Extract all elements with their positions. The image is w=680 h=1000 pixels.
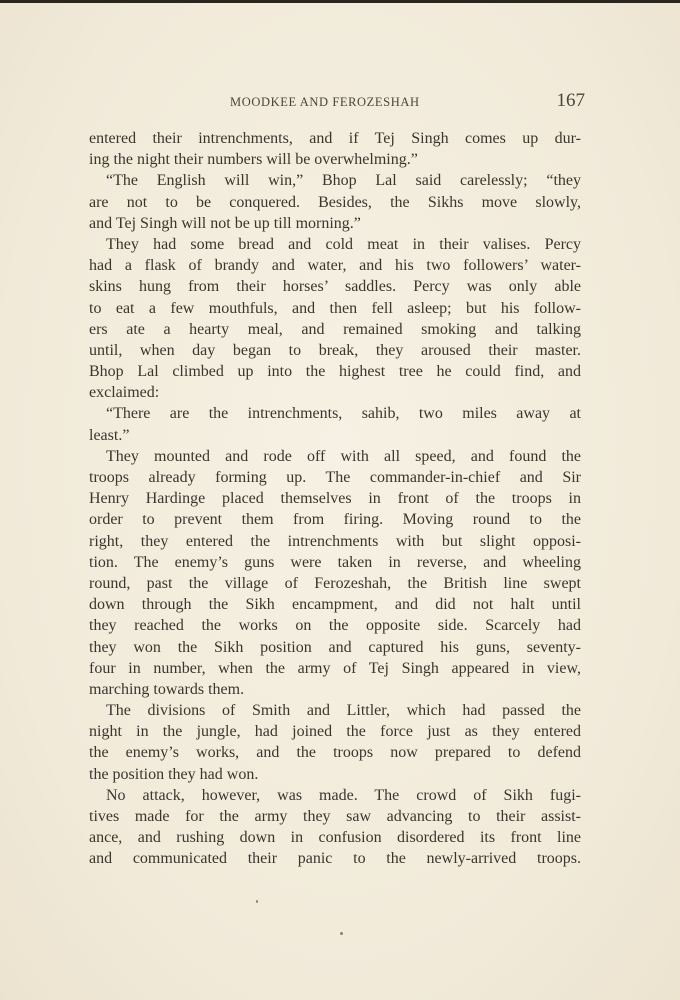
text-line: down through the Sikh encampment, and did not halt until	[89, 596, 581, 614]
text-line: They had some bread and cold meat in their valises. Percy	[106, 235, 581, 253]
text-line: They mounted and rode off with all speed, and found the	[106, 447, 581, 465]
page-number: 167	[556, 90, 585, 111]
text-line: to eat a few mouthfuls, and then fell asleep; but his follow-	[89, 299, 581, 317]
text-line: ing the night their numbers will be overwhelming.”	[89, 151, 418, 169]
text-line: tion. The enemy’s guns were taken in reverse, and wheeling	[89, 553, 581, 571]
text-line: entered their intrenchments, and if Tej Singh comes up dur-	[89, 130, 581, 147]
text-line: skins hung from their horses’ saddles. Percy was only able	[89, 278, 581, 296]
text-line: until, when day began to break, they aroused their master.	[89, 341, 581, 359]
text-line: and Tej Singh will not be up till morning.”	[89, 214, 361, 232]
text-line: round, past the village of Ferozeshah, the British line swept	[89, 574, 581, 592]
text-line: they reached the works on the opposite side. Scarcely had	[89, 617, 581, 635]
text-line: troops already forming up. The commander-in-chief and Sir	[89, 469, 581, 486]
paper-speck	[340, 932, 343, 935]
text-line: and communicated their panic to the newly-arrived troops.	[89, 850, 581, 868]
text-line: four in number, when the army of Tej Singh appeared in view,	[89, 659, 581, 677]
text-line: ers ate a hearty meal, and remained smoking and talking	[89, 320, 581, 338]
paper-speck	[256, 900, 258, 903]
text-line: The divisions of Smith and Littler, which had passed the	[106, 702, 581, 720]
text-line: exclaimed:	[89, 384, 160, 402]
text-line: the enemy’s works, and the troops now prepared to defend	[89, 744, 581, 762]
text-line: marching towards them.	[89, 680, 245, 698]
text-line: No attack, however, was made. The crowd of Sikh fugi-	[106, 786, 581, 804]
text-line: ance, and rushing down in confusion disordered its front line	[89, 829, 581, 847]
text-line: the position they had won.	[89, 765, 259, 783]
text-line: least.”	[89, 426, 130, 444]
scan-edge-rule	[0, 0, 680, 3]
text-line: are not to be conquered. Besides, the Sikhs move slowly,	[89, 193, 581, 211]
text-line: Henry Hardinge placed themselves in front of the troops in	[89, 490, 581, 508]
text-line: right, they entered the intrenchments with but slight opposi-	[89, 532, 581, 550]
running-title: MOODKEE AND FEROZESHAH	[230, 95, 420, 109]
text-line: night in the jungle, had joined the force just as they entered	[89, 723, 581, 741]
text-line: order to prevent them from firing. Moving round to the	[89, 511, 581, 529]
text-line: “There are the intrenchments, sahib, two miles away at	[106, 405, 581, 423]
text-line: they won the Sikh position and captured his guns, seventy-	[89, 638, 581, 656]
text-line: tives made for the army they saw advancing to their assist-	[89, 808, 581, 825]
text-line: Bhop Lal climbed up into the highest tree he could find, and	[89, 363, 581, 381]
text-line: “The English will win,” Bhop Lal said carelessly; “they	[106, 172, 581, 190]
body-text	[89, 128, 581, 870]
text-line: had a flask of brandy and water, and his two followers’ water-	[89, 257, 581, 275]
running-head	[88, 90, 585, 114]
